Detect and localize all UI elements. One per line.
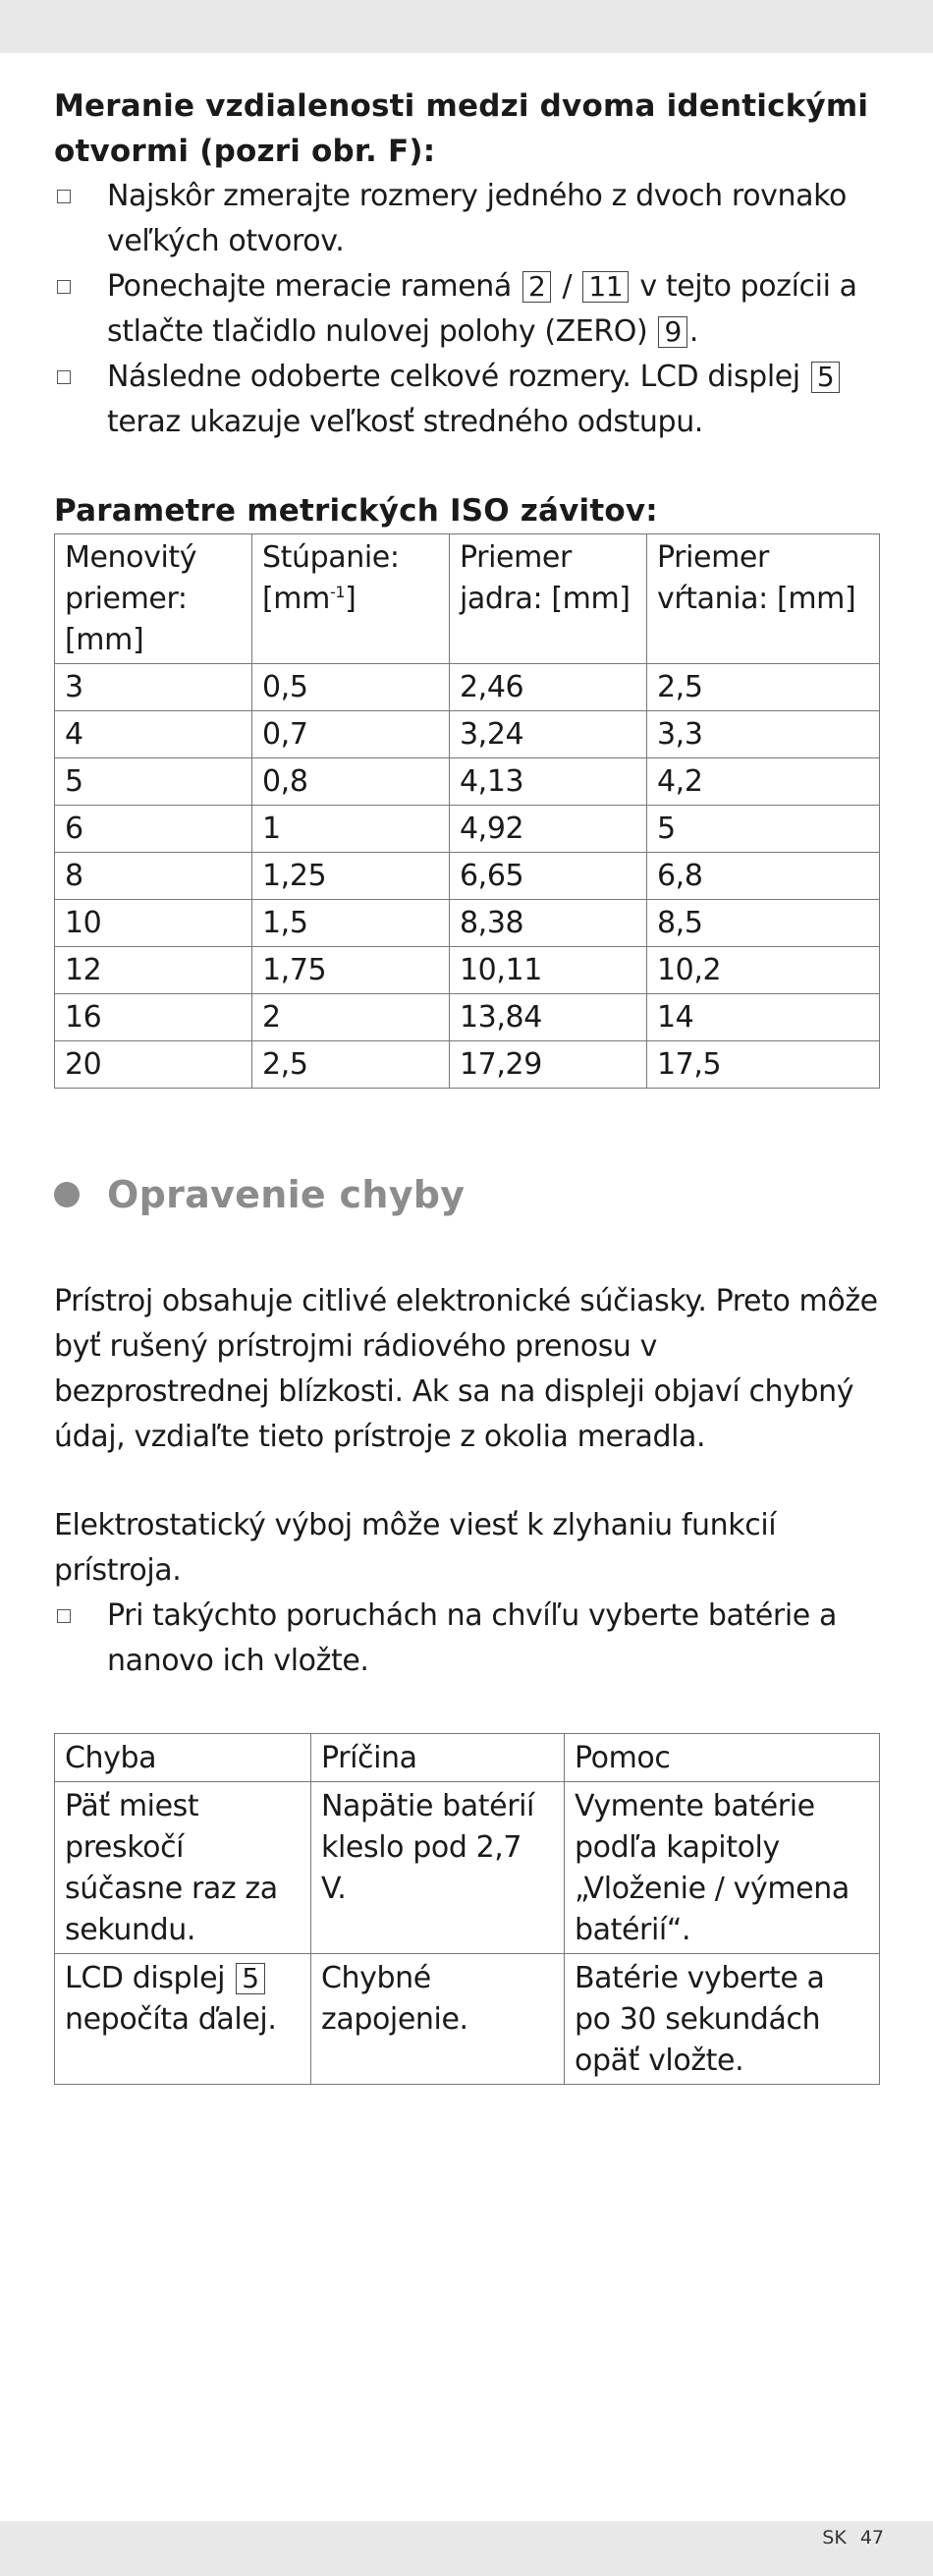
checkbox-bullet-icon bbox=[57, 1609, 71, 1623]
table-row bbox=[55, 758, 880, 806]
table-cell: 8,5 bbox=[647, 900, 880, 947]
table-cell: 3 bbox=[55, 664, 252, 711]
header-cell: Menovitý priemer: [mm] bbox=[55, 534, 252, 664]
table-cell: 5 bbox=[647, 806, 880, 853]
table-cell: 1,5 bbox=[252, 900, 450, 947]
ref-number: 11 bbox=[582, 271, 629, 303]
table-cell: 3,24 bbox=[450, 711, 647, 758]
table-cell: 0,5 bbox=[252, 664, 450, 711]
table-row bbox=[55, 1041, 880, 1089]
table-row bbox=[55, 664, 880, 711]
table-row bbox=[55, 853, 880, 900]
table-cell: 14 bbox=[647, 994, 880, 1041]
header-cell: Stúpanie: $[mm^{-1}]$ bbox=[252, 534, 450, 664]
table-cell: 4,13 bbox=[450, 758, 647, 806]
ref-number: 9 bbox=[658, 316, 686, 348]
table-cell: 17,5 bbox=[647, 1041, 880, 1089]
table-header-row bbox=[55, 534, 880, 664]
language-code: SK bbox=[822, 2527, 847, 2548]
table-header-row bbox=[55, 1734, 880, 1782]
table-cell: 3,3 bbox=[647, 711, 880, 758]
table-cell: 0,7 bbox=[252, 711, 450, 758]
table-cell: 1 bbox=[252, 806, 450, 853]
table-cell: Batérie vyberte a po 30 sekundách opäť vložte. bbox=[565, 1954, 880, 2085]
header-cell: Príčina bbox=[311, 1734, 565, 1782]
table-row bbox=[55, 900, 880, 947]
table-cell: 13,84 bbox=[450, 994, 647, 1041]
table-cell: 2,5 bbox=[647, 664, 880, 711]
table-cell: 6,65 bbox=[450, 853, 647, 900]
table-cell: 2,5 bbox=[252, 1041, 450, 1089]
table-cell: 10,11 bbox=[450, 947, 647, 994]
instruction-list bbox=[54, 174, 879, 445]
page-number: 47 bbox=[859, 2527, 884, 2548]
list-item: Následne odoberte celkové rozmery. LCD displej 5 teraz ukazuje veľkosť stredného odstupu. bbox=[54, 355, 879, 445]
paragraph-interference: Prístroj obsahuje citlivé elektronické súčiasky. Preto môže byť rušený prístrojmi rádiového prenosu v bezprostrednej blízkosti. Ak sa na displeji objaví chybný údaj, vzdiaľte tieto prístroje z okolia meradla. bbox=[54, 1284, 878, 1454]
error-instruction-list bbox=[54, 1594, 879, 1684]
table-cell: 10 bbox=[55, 900, 252, 947]
table-cell: 17,29 bbox=[450, 1041, 647, 1089]
page-content bbox=[54, 84, 879, 2085]
header-cell: Chyba bbox=[55, 1734, 311, 1782]
ref-number: 2 bbox=[522, 271, 551, 303]
table-cell: Chybné zapojenie. bbox=[311, 1954, 565, 2085]
section-heading-measure: Meranie vzdialenosti medzi dvoma identickými otvormi (pozri obr. F): bbox=[54, 88, 869, 169]
table-cell: 8,38 bbox=[450, 900, 647, 947]
table-cell: Napätie batérií kleslo pod 2,7 V. bbox=[311, 1782, 565, 1954]
table-row bbox=[55, 947, 880, 994]
bullet-dot-icon bbox=[54, 1182, 80, 1207]
table-cell: 1,75 bbox=[252, 947, 450, 994]
table-cell: Vymente batérie podľa kapitoly „Vloženie / výmena batérií“. bbox=[565, 1782, 880, 1954]
iso-thread-table bbox=[54, 533, 880, 1089]
table-row bbox=[55, 1954, 880, 2085]
header-cell: Priemer jadra: [mm] bbox=[450, 534, 647, 664]
checkbox-bullet-icon bbox=[57, 190, 71, 203]
header-cell: Pomoc bbox=[565, 1734, 880, 1782]
iso-table-title: Parametre metrických ISO závitov: bbox=[54, 493, 658, 529]
table-cell: 8 bbox=[55, 853, 252, 900]
table-row bbox=[55, 711, 880, 758]
table-cell: Päť miest preskočí súčasne raz za sekundu. bbox=[55, 1782, 311, 1954]
ref-number: 5 bbox=[811, 362, 840, 393]
list-item: Ponechajte meracie ramená 2 / 11 v tejto pozícii a stlačte tlačidlo nulovej polohy (ZERO) 9 . bbox=[54, 264, 879, 355]
table-row bbox=[55, 1782, 880, 1954]
list-item: Pri takýchto poruchách na chvíľu vyberte batérie a nanovo ich vložte. bbox=[54, 1594, 879, 1684]
section-heading-error: Opravenie chyby bbox=[54, 1173, 879, 1216]
table-cell: 0,8 bbox=[252, 758, 450, 806]
table-row bbox=[55, 994, 880, 1041]
table-cell: 12 bbox=[55, 947, 252, 994]
table-cell: 6,8 bbox=[647, 853, 880, 900]
table-cell: 2 bbox=[252, 994, 450, 1041]
table-cell: 5 bbox=[55, 758, 252, 806]
table-cell: 1,25 bbox=[252, 853, 450, 900]
table-cell: 20 bbox=[55, 1041, 252, 1089]
table-cell: LCD displej 5 nepočíta ďalej. bbox=[55, 1954, 311, 2085]
paragraph-electrostatic: Elektrostatický výboj môže viesť k zlyhaniu funkcií prístroja. bbox=[54, 1508, 777, 1588]
fault-table bbox=[54, 1733, 880, 2085]
table-cell: 10,2 bbox=[647, 947, 880, 994]
checkbox-bullet-icon bbox=[57, 280, 71, 294]
table-cell: 6 bbox=[55, 806, 252, 853]
table-cell: 4,2 bbox=[647, 758, 880, 806]
checkbox-bullet-icon bbox=[57, 370, 71, 384]
ref-number: 5 bbox=[236, 1963, 264, 1994]
list-item: Najskôr zmerajte rozmery jedného z dvoch rovnako veľkých otvorov. bbox=[54, 174, 879, 264]
iso-table-body bbox=[55, 664, 880, 1089]
page-footer bbox=[808, 2527, 884, 2548]
table-cell: 16 bbox=[55, 994, 252, 1041]
table-row bbox=[55, 806, 880, 853]
footer-bar bbox=[0, 2521, 933, 2576]
top-bar bbox=[0, 0, 933, 53]
table-cell: 4 bbox=[55, 711, 252, 758]
table-cell: 2,46 bbox=[450, 664, 647, 711]
header-cell: Priemer vŕtania: [mm] bbox=[647, 534, 880, 664]
table-cell: 4,92 bbox=[450, 806, 647, 853]
